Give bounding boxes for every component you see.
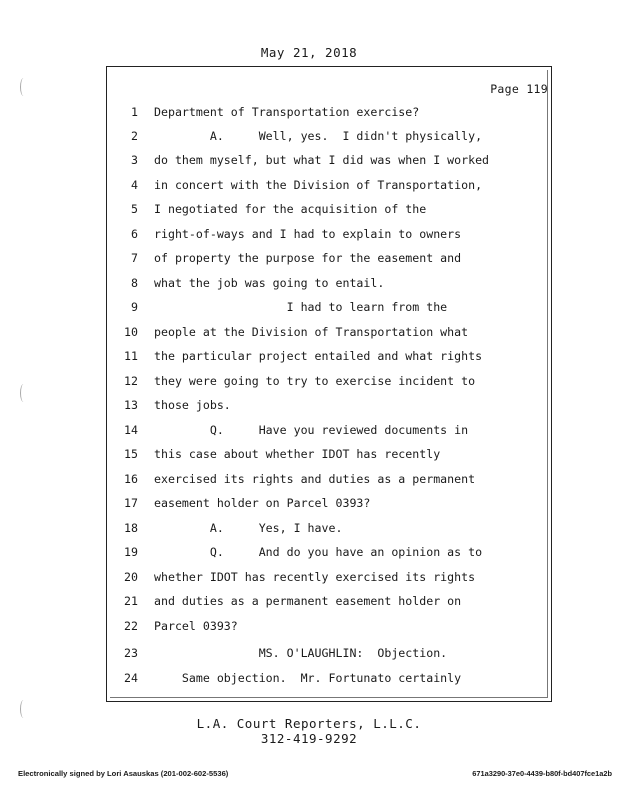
line-number: 17 xyxy=(124,496,138,510)
line-text: A. Yes, I have. xyxy=(154,521,343,535)
transcript-line xyxy=(106,102,552,122)
line-text: this case about whether IDOT has recently xyxy=(154,447,441,461)
line-text: those jobs. xyxy=(154,398,231,412)
line-number: 15 xyxy=(124,447,138,461)
transcript-line xyxy=(106,395,552,415)
transcript-line xyxy=(106,591,552,611)
line-text: MS. O'LAUGHLIN: Objection. xyxy=(154,646,448,660)
line-text: people at the Division of Transportation what xyxy=(154,325,469,339)
line-number: 20 xyxy=(124,570,138,584)
line-text: A. Well, yes. I didn't physically, xyxy=(154,129,483,143)
line-number: 14 xyxy=(124,423,138,437)
line-text: I had to learn from the xyxy=(154,300,448,314)
line-text: do them myself, but what I did was when I worked xyxy=(154,153,490,167)
line-text: and duties as a permanent easement holder on xyxy=(154,594,462,608)
line-number: 6 xyxy=(131,227,138,241)
line-number: 10 xyxy=(124,325,138,339)
transcript-line xyxy=(106,322,552,342)
line-number: 9 xyxy=(131,300,138,314)
line-text: of property the purpose for the easement and xyxy=(154,251,462,265)
line-number: 18 xyxy=(124,521,138,535)
line-number: 11 xyxy=(124,349,138,363)
line-text: they were going to try to exercise incident to xyxy=(154,374,476,388)
line-number: 4 xyxy=(131,178,138,192)
line-text: Parcel 0393? xyxy=(154,619,238,633)
transcript-line xyxy=(106,493,552,513)
transcript-line xyxy=(106,643,552,663)
document-hash: 671a3290-37e0-4439-b80f-bd407fce1a2b xyxy=(472,769,612,778)
transcript-line xyxy=(106,346,552,366)
transcript-line xyxy=(106,616,552,636)
line-number: 13 xyxy=(124,398,138,412)
transcript-line xyxy=(106,224,552,244)
transcript-line xyxy=(106,126,552,146)
line-number: 3 xyxy=(131,153,138,167)
line-text: whether IDOT has recently exercised its rights xyxy=(154,570,476,584)
line-number: 12 xyxy=(124,374,138,388)
line-number: 22 xyxy=(124,619,138,633)
line-number: 1 xyxy=(131,105,138,119)
transcript-line xyxy=(106,567,552,587)
scan-punch-mark-icon xyxy=(20,384,27,402)
transcript-line xyxy=(106,469,552,489)
line-text: in concert with the Division of Transportation, xyxy=(154,178,483,192)
transcript-line xyxy=(106,273,552,293)
transcript-line xyxy=(106,668,552,688)
line-text: easement holder on Parcel 0393? xyxy=(154,496,371,510)
line-text: Q. And do you have an opinion as to xyxy=(154,545,483,559)
transcript-line xyxy=(106,175,552,195)
transcript-date: May 21, 2018 xyxy=(260,45,358,60)
court-reporter-firm: L.A. Court Reporters, L.L.C. xyxy=(196,716,422,731)
transcript-line xyxy=(106,518,552,538)
line-text: I negotiated for the acquisition of the xyxy=(154,202,427,216)
line-text: Same objection. Mr. Fortunato certainly xyxy=(154,671,462,685)
line-number: 8 xyxy=(131,276,138,290)
line-number: 23 xyxy=(124,646,138,660)
scan-punch-mark-icon xyxy=(20,700,27,718)
line-number: 24 xyxy=(124,671,138,685)
line-number: 7 xyxy=(131,251,138,265)
electronic-signature-note: Electronically signed by Lori Asauskas (201-002-602-5536) xyxy=(18,769,229,778)
line-text: the particular project entailed and what rights xyxy=(154,349,483,363)
line-number: 5 xyxy=(131,202,138,216)
line-number: 21 xyxy=(124,594,138,608)
line-text: Q. Have you reviewed documents in xyxy=(154,423,469,437)
line-number: 2 xyxy=(131,129,138,143)
transcript-line xyxy=(106,371,552,391)
transcript-line xyxy=(106,248,552,268)
court-reporter-phone: 312-419-9292 xyxy=(260,731,358,746)
line-number: 16 xyxy=(124,472,138,486)
transcript-line xyxy=(106,542,552,562)
line-number: 19 xyxy=(124,545,138,559)
line-text: what the job was going to entail. xyxy=(154,276,385,290)
transcript-line xyxy=(106,297,552,317)
transcript-line xyxy=(106,199,552,219)
line-text: exercised its rights and duties as a permanent xyxy=(154,472,476,486)
scan-punch-mark-icon xyxy=(20,78,27,96)
line-text: right-of-ways and I had to explain to owners xyxy=(154,227,462,241)
line-text: Department of Transportation exercise? xyxy=(154,105,420,119)
transcript-line xyxy=(106,444,552,464)
transcript-line xyxy=(106,420,552,440)
page-number-label: Page 119 xyxy=(490,82,548,96)
transcript-line xyxy=(106,150,552,170)
